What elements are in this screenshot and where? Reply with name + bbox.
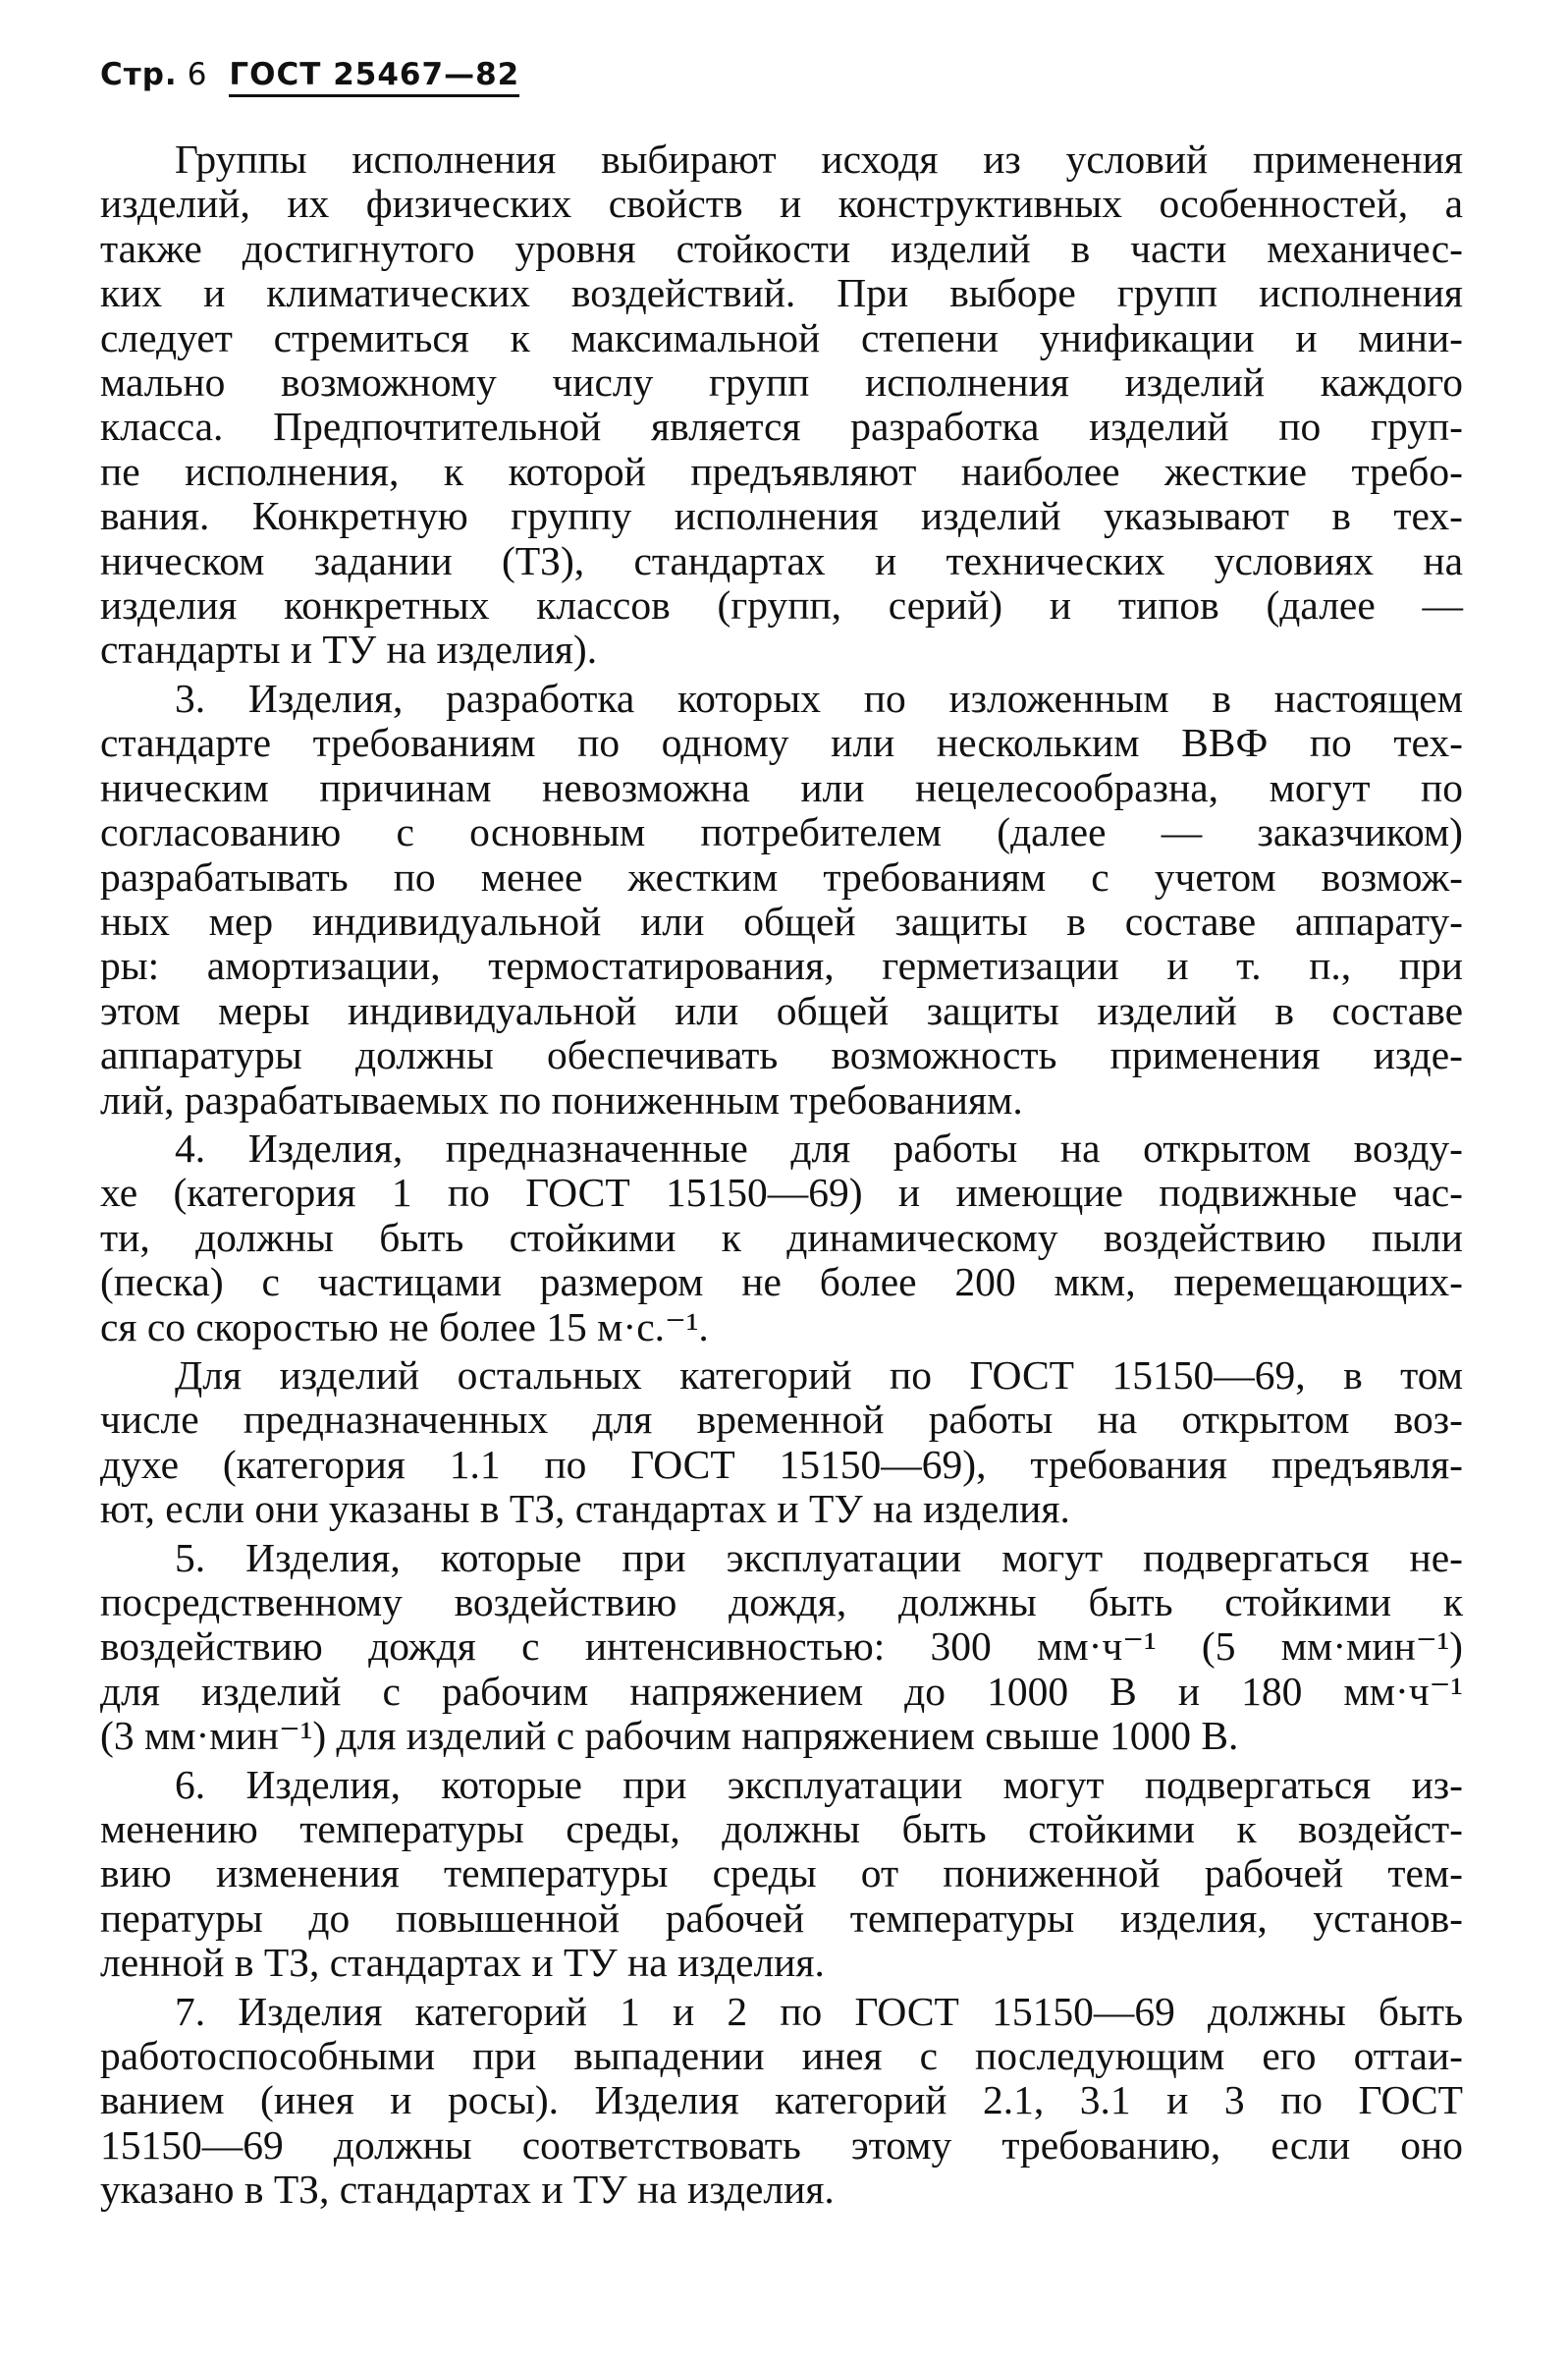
- text-line: лий, разрабатываемых по пониженным требованиям.: [100, 1076, 1023, 1123]
- text-line: посредственному воздействию дождя, должны быть стойкими к: [100, 1579, 1463, 1624]
- text-line: этом меры индивидуальной или общей защиты изделий в составе: [100, 987, 1463, 1033]
- text-line: также достигнутого уровня стойкости изделий в части механичес-: [100, 225, 1463, 271]
- text-line: согласованию с основным потребителем (далее — заказчиком): [100, 809, 1463, 855]
- text-line: ют, если они указаны в ТЗ, стандартах и ТУ на изделия.: [100, 1486, 1070, 1532]
- text-line: вания. Конкретную группу исполнения изделий указывают в тех-: [100, 493, 1463, 539]
- text-line: аппаратуры должны обеспечивать возможность применения изде-: [100, 1032, 1463, 1078]
- paragraph: [100, 1990, 1463, 2213]
- text-line: вию изменения температуры среды от пониженной рабочей тем-: [100, 1850, 1463, 1896]
- text-line: ры: амортизации, термостатирования, герметизации и т. п., при: [100, 943, 1463, 989]
- text-line: ванием (инея и росы). Изделия категорий 2.1, 3.1 и 3 по ГОСТ: [100, 2077, 1463, 2123]
- standard-number: ГОСТ 25467—82: [229, 57, 519, 97]
- text-line: изделий, их физических свойств и конструктивных особенностей, а: [100, 181, 1463, 227]
- text-line: ся со скоростью не более 15 м·с.⁻¹.: [100, 1303, 709, 1349]
- text-line: 15150—69 должны соответствовать этому требованию, если оно: [100, 2121, 1463, 2168]
- text-line: изделия конкретных классов (групп, серий) и типов (далее —: [100, 582, 1463, 629]
- paragraph: [100, 677, 1463, 1123]
- paragraph: [100, 137, 1463, 673]
- text-line: ти, должны быть стойкими к динамическому воздействию пыли: [100, 1214, 1463, 1260]
- paragraph: [100, 1353, 1463, 1532]
- text-line: менению температуры среды, должны быть стойкими к воздейст-: [100, 1806, 1463, 1852]
- text-line: 4. Изделия, предназначенные для работы на открытом возду-: [175, 1125, 1463, 1171]
- paragraph: [100, 1763, 1463, 1986]
- text-line: пературы до повышенной рабочей температуры изделия, установ-: [100, 1895, 1463, 1941]
- text-line: указано в ТЗ, стандартах и ТУ на изделия.: [100, 2167, 835, 2213]
- text-line: Группы исполнения выбирают исходя из условий применения: [175, 137, 1463, 182]
- paragraph: [100, 1536, 1463, 1759]
- text-line: духе (категория 1.1 по ГОСТ 15150—69), требования предъявля-: [100, 1441, 1463, 1487]
- page-number: 6: [187, 57, 208, 92]
- text-line: пе исполнения, к которой предъявляют наиболее жесткие требо-: [100, 448, 1463, 494]
- text-line: класса. Предпочтительной является разработка изделий по груп-: [100, 404, 1463, 450]
- text-line: ленной в ТЗ, стандартах и ТУ на изделия.: [100, 1940, 825, 1986]
- text-line: (песка) с частицами размером не более 200 мкм, перемещающих-: [100, 1259, 1463, 1305]
- text-line: ническом задании (ТЗ), стандартах и технических условиях на: [100, 537, 1463, 583]
- text-line: числе предназначенных для временной работы на открытом воз-: [100, 1397, 1463, 1443]
- text-line: работоспособными при выпадении инея с последующим его оттаи-: [100, 2033, 1463, 2079]
- paragraph: [100, 1126, 1463, 1349]
- text-line: мально возможному числу групп исполнения изделий каждого: [100, 359, 1463, 406]
- text-line: для изделий с рабочим напряжением до 1000 В и 180 мм·ч⁻¹: [100, 1668, 1463, 1714]
- text-line: 5. Изделия, которые при эксплуатации могут подвергаться не-: [175, 1534, 1463, 1580]
- text-line: 7. Изделия категорий 1 и 2 по ГОСТ 15150—69 должны быть: [175, 1988, 1463, 2034]
- text-line: ких и климатических воздействий. При выборе групп исполнения: [100, 270, 1463, 316]
- page-header: [100, 57, 519, 92]
- body-text: [100, 137, 1463, 2213]
- text-line: следует стремиться к максимальной степени унификации и мини-: [100, 314, 1463, 360]
- text-line: стандарте требованиям по одному или нескольким ВВФ по тех-: [100, 720, 1463, 766]
- text-line: Для изделий остальных категорий по ГОСТ 15150—69, в том: [175, 1351, 1463, 1398]
- text-line: (3 мм·мин⁻¹) для изделий с рабочим напряжением свыше 1000 В.: [100, 1713, 1239, 1759]
- text-line: стандарты и ТУ на изделия).: [100, 627, 598, 673]
- text-line: 3. Изделия, разработка которых по изложенным в настоящем: [175, 675, 1463, 721]
- text-line: ных мер индивидуальной или общей защиты в составе аппарату-: [100, 898, 1463, 944]
- text-line: воздействию дождя с интенсивностью: 300 мм·ч⁻¹ (5 мм·мин⁻¹): [100, 1623, 1463, 1670]
- text-line: 6. Изделия, которые при эксплуатации могут подвергаться из-: [175, 1761, 1463, 1807]
- text-line: разрабатывать по менее жестким требованиям с учетом возмож-: [100, 853, 1463, 900]
- page-label: Стр.: [100, 57, 178, 92]
- text-line: хе (категория 1 по ГОСТ 15150—69) и имеющие подвижные час-: [100, 1170, 1463, 1216]
- text-line: ническим причинам невозможна или нецелесообразна, могут по: [100, 764, 1463, 810]
